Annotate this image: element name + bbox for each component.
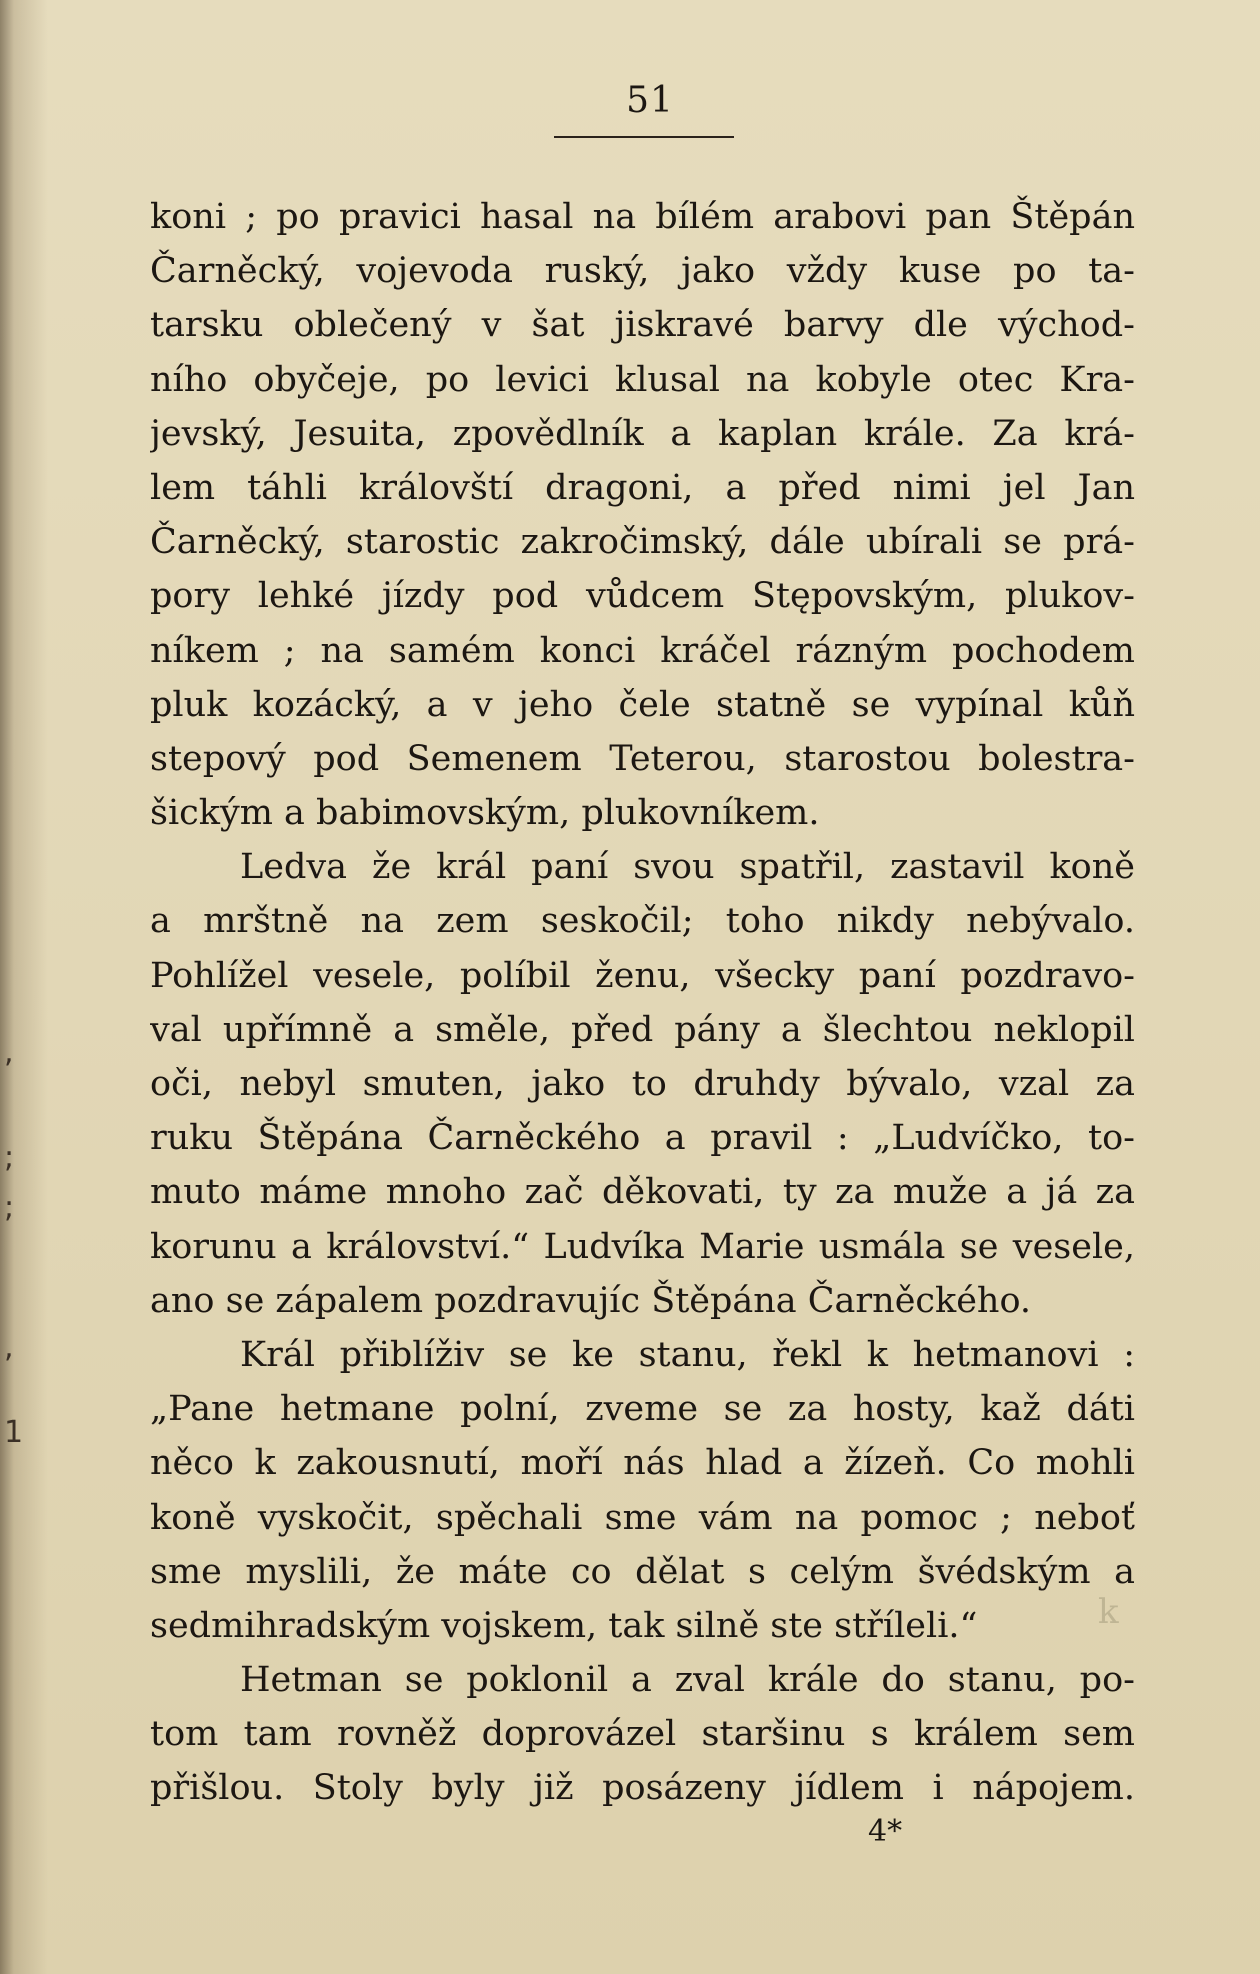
- body-text: [150, 190, 1135, 1816]
- paragraph-start-line: Hetman se poklonil a zval krále do stanu, po-: [240, 1660, 1135, 1701]
- paragraph-start-line: Král přiblíživ se ke stanu, řekl k hetmanovi :: [240, 1334, 1135, 1375]
- paragraph-start-line: Ledva že král paní svou spatřil, zastavil koně: [240, 847, 1135, 888]
- text-line: jevský, Jesuita, zpovědlník a kaplan krále. Za krá-: [150, 413, 1135, 454]
- text-line: ano se zápalem pozdravujíc Štěpána Čarněckého.: [150, 1280, 1032, 1321]
- text-line: tarsku oblečený v šat jiskravé barvy dle východ-: [150, 305, 1135, 346]
- text-line: sedmihradským vojskem, tak silně ste stříleli.“: [150, 1605, 978, 1646]
- text-line: něco k zakousnutí, moří nás hlad a žízeň. Co mohli: [150, 1443, 1135, 1484]
- text-line: níkem ; na samém konci kráčel rázným pochodem: [150, 630, 1135, 671]
- gutter-marks: [4, 0, 24, 1974]
- text-line: pluk kozácký, a v jeho čele statně se vypínal kůň: [150, 684, 1135, 725]
- text-line: koně vyskočit, spěchali sme vám na pomoc ; neboť: [150, 1497, 1135, 1538]
- text-line: „Pane hetmane polní, zveme se za hosty, kaž dáti: [150, 1389, 1135, 1430]
- gutter-mark: 1: [4, 1415, 24, 1450]
- text-line: val upřímně a směle, před pány a šlechtou neklopil: [150, 1009, 1135, 1050]
- gutter-mark: ;: [4, 1190, 15, 1225]
- gutter-mark: ;: [4, 1140, 15, 1175]
- text-line: pory lehké jízdy pod vůdcem Stępovským, plukov-: [150, 576, 1135, 617]
- page-number: 51: [626, 80, 674, 121]
- faint-show-through-letter: k: [1098, 1592, 1119, 1632]
- text-line: lem táhli královští dragoni, a před nimi jel Jan: [150, 467, 1135, 508]
- gutter-mark: ,: [4, 1330, 14, 1365]
- text-line: přišlou. Stoly byly již posázeny jídlem i nápojem.: [150, 1768, 1135, 1809]
- text-line: sme myslili, že máte co dělat s celým švédským a: [150, 1551, 1135, 1592]
- signature-mark: 4*: [868, 1814, 903, 1849]
- text-line: šickým a babimovským, plukovníkem.: [150, 793, 820, 834]
- text-line: a mrštně na zem seskočil; toho nikdy nebývalo.: [150, 901, 1135, 942]
- text-line: muto máme mnoho zač děkovati, ty za muže a já za: [150, 1172, 1135, 1213]
- text-line: koni ; po pravici hasal na bílém arabovi pan Štěpán: [150, 197, 1135, 237]
- text-line: stepový pod Semenem Teterou, starostou bolestra-: [150, 738, 1135, 779]
- text-line: korunu a království.“ Ludvíka Marie usmála se vesele,: [150, 1226, 1135, 1267]
- header-rule: [554, 136, 734, 138]
- text-line: Čarněcký, starostic zakročimský, dále ubírali se prá-: [150, 522, 1135, 563]
- text-line: Čarněcký, vojevoda ruský, jako vždy kuse po ta-: [150, 251, 1135, 292]
- gutter-mark: ,: [4, 1035, 14, 1070]
- text-line: ního obyčeje, po levici klusal na kobyle otec Kra-: [150, 359, 1135, 400]
- text-line: ruku Štěpána Čarněckého a pravil : „Ludvíčko, to-: [150, 1118, 1135, 1159]
- text-line: tom tam rovněž doprovázel staršinu s králem sem: [150, 1714, 1135, 1755]
- text-line: Pohlížel vesele, políbil ženu, všecky paní pozdravo-: [150, 955, 1135, 996]
- text-line: oči, nebyl smuten, jako to druhdy bývalo, vzal za: [150, 1064, 1135, 1104]
